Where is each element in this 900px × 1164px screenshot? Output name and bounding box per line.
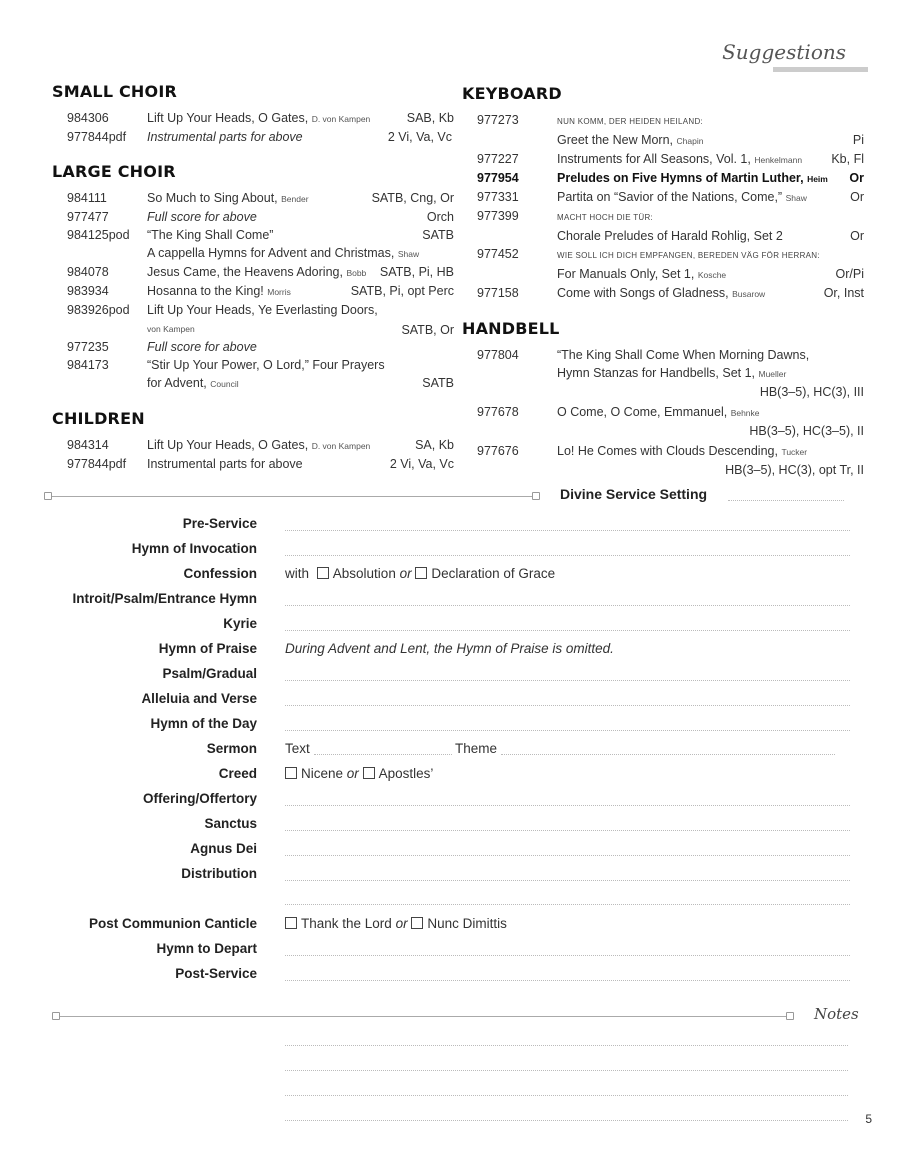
service-row	[30, 714, 860, 739]
item-voicing: SA, Kb	[415, 438, 454, 452]
row-label: Hymn of Invocation	[131, 541, 257, 556]
item-author: Tucker	[781, 447, 808, 457]
row-label: Confession	[183, 566, 257, 581]
item-title: Jesus Came, the Heavens Adoring,	[147, 265, 343, 279]
rule-endcap	[52, 1012, 60, 1020]
service-row	[30, 964, 860, 989]
row-label: Sanctus	[204, 816, 257, 831]
list-item	[52, 436, 454, 455]
item-number: 977452	[477, 247, 519, 261]
item-author: Heim	[807, 174, 828, 184]
item-number: 977676	[477, 444, 519, 458]
item-number: 977804	[477, 348, 519, 362]
service-row	[30, 939, 860, 964]
list-item	[462, 188, 864, 207]
list-item	[52, 356, 454, 393]
item-voicing: 2 Vi, Va, Vc	[389, 457, 454, 471]
left-column	[52, 82, 454, 473]
large-choir-heading: LARGE CHOIR	[52, 162, 176, 181]
hymn-praise-note: During Advent and Lent, the Hymn of Praise is omitted.	[285, 641, 614, 656]
row-label: Introit/Psalm/Entrance Hymn	[72, 591, 257, 606]
service-row	[30, 789, 860, 814]
item-title: Hosanna to the King!	[147, 284, 264, 298]
service-row	[30, 664, 860, 689]
item-author: Shaw	[785, 193, 807, 203]
item-title: Lo! He Comes with Clouds Descending,	[557, 444, 778, 458]
sermon-fields	[285, 739, 850, 759]
service-row	[30, 839, 860, 864]
item-author: Shaw	[397, 249, 420, 259]
item-title: For Manuals Only, Set 1,	[557, 267, 695, 281]
item-title: “The King Shall Come”	[147, 228, 274, 242]
thank-lord-label: Thank the Lord	[301, 916, 392, 931]
item-tune: MACHT HOCH DIE TÜR:	[557, 213, 654, 222]
item-subtitle: for Advent,	[147, 376, 207, 390]
service-row	[30, 614, 860, 639]
item-author: Council	[210, 379, 239, 389]
item-title: Instrumental parts for above	[147, 457, 303, 471]
item-number: 977399	[477, 209, 519, 223]
row-label: Alleluia and Verse	[141, 691, 257, 706]
list-item	[52, 338, 454, 356]
row-label: Hymn to Depart	[156, 941, 257, 956]
agnus-dei-field[interactable]	[285, 839, 850, 856]
list-item	[52, 189, 454, 208]
notes-heading: Notes	[814, 1005, 859, 1023]
list-item	[462, 150, 864, 169]
nunc-dimittis-checkbox[interactable]	[411, 917, 423, 929]
item-number: 984125pod	[67, 228, 130, 242]
item-voicing: HB(3–5), HC(3–5), II	[749, 424, 864, 438]
page-title: Suggestions	[722, 40, 846, 64]
item-title: O Come, O Come, Emmanuel,	[557, 405, 728, 419]
sermon-text-label: Text	[285, 741, 310, 756]
item-voicing: SATB, Pi, opt Perc	[350, 284, 454, 298]
item-voicing: Or	[850, 229, 864, 243]
service-row	[30, 739, 860, 764]
list-item	[462, 403, 864, 440]
item-title: Partita on “Savior of the Nations, Come,”	[557, 190, 783, 204]
list-item	[52, 226, 454, 263]
item-number: 984078	[67, 265, 109, 279]
item-voicing: SAB, Kb	[406, 111, 454, 125]
service-row	[30, 689, 860, 714]
item-voicing: Or	[850, 190, 864, 204]
apostles-checkbox[interactable]	[363, 767, 375, 779]
list-item	[52, 109, 454, 128]
declaration-checkbox[interactable]	[415, 567, 427, 579]
item-title: Instrumental parts for above	[147, 130, 303, 144]
rule-endcap	[44, 492, 52, 500]
item-voicing: HB(3–5), HC(3), opt Tr, II	[725, 463, 864, 477]
nicene-label: Nicene	[301, 766, 344, 781]
item-number: 983926pod	[67, 303, 130, 317]
psalm-gradual-field[interactable]	[285, 664, 850, 681]
item-voicing: HB(3–5), HC(3), III	[759, 385, 864, 399]
item-author: Mueller	[758, 369, 787, 379]
row-label: Post Communion Canticle	[88, 916, 257, 931]
section-divider	[52, 496, 532, 497]
item-title: So Much to Sing About,	[147, 191, 278, 205]
item-title: Lift Up Your Heads, Ye Everlasting Doors,	[147, 303, 378, 317]
item-title: “The King Shall Come When Morning Dawns,	[557, 348, 810, 362]
item-voicing: SATB, Cng, Or	[371, 191, 454, 205]
item-title: Chorale Preludes of Harald Rohlig, Set 2	[557, 229, 783, 243]
list-item	[52, 208, 454, 226]
service-form	[30, 514, 860, 989]
title-underline	[773, 67, 868, 72]
post-communion-options	[285, 914, 850, 934]
row-label: Pre-Service	[182, 516, 257, 531]
item-number: 977235	[67, 340, 109, 354]
item-voicing: 2 Vi, Va, Vc	[387, 130, 452, 144]
list-item	[462, 245, 864, 284]
row-label: Hymn of Praise	[158, 641, 257, 656]
service-row	[30, 514, 860, 539]
apostles-label: Apostles’	[378, 766, 434, 781]
list-item	[462, 207, 864, 245]
item-title: Instruments for All Seasons, Vol. 1,	[557, 152, 751, 166]
keyboard-heading: KEYBOARD	[462, 84, 562, 103]
service-row	[30, 589, 860, 614]
item-subtitle: Hymn Stanzas for Handbells, Set 1,	[557, 366, 756, 380]
item-title: Greet the New Morn,	[557, 133, 674, 147]
distribution-field-2[interactable]	[285, 888, 850, 905]
item-number: 983934	[67, 284, 109, 298]
item-number: 977844pdf	[67, 457, 127, 471]
post-service-field[interactable]	[285, 964, 850, 981]
or-text: or	[346, 766, 359, 781]
rule-endcap	[786, 1012, 794, 1020]
item-number: 984173	[67, 358, 109, 372]
list-item	[52, 455, 454, 473]
item-author: Morris	[267, 287, 291, 297]
row-label: Creed	[218, 766, 257, 781]
service-row	[30, 539, 860, 564]
item-voicing: Or/Pi	[835, 267, 864, 281]
sanctus-field[interactable]	[285, 814, 850, 831]
row-label: Post-Service	[175, 966, 257, 981]
item-number: 977477	[67, 210, 109, 224]
item-voicing: Kb, Fl	[831, 152, 864, 166]
page-number: 5	[865, 1112, 872, 1126]
item-tune: WIE SOLL ICH DICH EMPFANGEN, BEREDEN VÄG FÖR HERRAN:	[557, 251, 820, 260]
thank-lord-checkbox[interactable]	[285, 917, 297, 929]
item-voicing: SATB	[422, 376, 454, 390]
sermon-text-field[interactable]	[314, 742, 452, 755]
service-row	[30, 764, 860, 789]
or-text: or	[399, 566, 412, 581]
list-item	[462, 442, 864, 479]
hymn-depart-field[interactable]	[285, 939, 850, 956]
item-title: Full score for above	[147, 210, 257, 224]
item-author: D. von Kampen	[311, 441, 371, 451]
right-column	[462, 84, 864, 479]
list-item	[462, 284, 864, 303]
item-title: “Stir Up Your Power, O Lord,” Four Prayers	[147, 358, 385, 372]
item-voicing: SATB, Pi, HB	[379, 265, 454, 279]
item-number: 984314	[67, 438, 109, 452]
declaration-label: Declaration of Grace	[431, 566, 556, 581]
item-author: Bender	[281, 194, 309, 204]
or-text: or	[395, 916, 408, 931]
item-number: 984111	[67, 191, 107, 205]
absolution-checkbox[interactable]	[317, 567, 329, 579]
service-row	[30, 564, 860, 589]
item-author: Behnke	[730, 408, 760, 418]
item-voicing: Pi	[852, 133, 864, 147]
service-heading: Divine Service Setting	[560, 486, 708, 502]
service-row	[30, 639, 860, 664]
absolution-label: Absolution	[332, 566, 396, 581]
item-title: Lift Up Your Heads, O Gates,	[147, 438, 309, 452]
item-title: Full score for above	[147, 340, 257, 354]
item-number: 977844pdf	[67, 130, 127, 144]
nunc-dimittis-label: Nunc Dimittis	[427, 916, 507, 931]
heading-dotted-rule	[728, 500, 844, 501]
introit-field[interactable]	[285, 589, 850, 606]
list-item	[52, 263, 454, 282]
item-number: 977678	[477, 405, 519, 419]
confession-options	[285, 564, 850, 584]
with-text: with	[285, 566, 310, 581]
item-author: Chapin	[676, 136, 704, 146]
notes-line[interactable]	[285, 1120, 848, 1121]
item-number: 977158	[477, 286, 519, 300]
item-author: Kosche	[697, 270, 727, 280]
item-number: 977954	[477, 171, 519, 185]
distribution-field[interactable]	[285, 864, 850, 881]
list-item	[52, 128, 454, 146]
hymn-day-field[interactable]	[285, 714, 850, 731]
item-author: D. von Kampen	[311, 114, 371, 124]
sermon-theme-label: Theme	[455, 741, 498, 756]
alleluia-field[interactable]	[285, 689, 850, 706]
creed-options	[285, 764, 850, 784]
item-title: Lift Up Your Heads, O Gates,	[147, 111, 309, 125]
notes-line[interactable]	[285, 1045, 848, 1046]
row-label: Offering/Offertory	[142, 791, 257, 806]
kyrie-field[interactable]	[285, 614, 850, 631]
item-subtitle: A cappella Hymns for Advent and Christmas,	[147, 246, 395, 260]
service-row	[30, 914, 860, 939]
list-item	[52, 301, 454, 338]
row-label: Hymn of the Day	[150, 716, 257, 731]
notes-line[interactable]	[285, 1070, 848, 1071]
item-voicing: Or	[849, 171, 864, 185]
item-number: 984306	[67, 111, 109, 125]
service-row	[30, 864, 860, 914]
row-label: Agnus Dei	[190, 841, 257, 856]
row-label: Kyrie	[223, 616, 257, 631]
notes-divider	[60, 1016, 786, 1017]
list-item	[52, 282, 454, 301]
children-heading: CHILDREN	[52, 409, 145, 428]
item-number: 977227	[477, 152, 519, 166]
item-title: Preludes on Five Hymns of Martin Luther,	[557, 171, 804, 185]
handbell-heading: HANDBELL	[462, 319, 560, 338]
row-label: Sermon	[206, 741, 257, 756]
rule-endcap	[532, 492, 540, 500]
list-item	[462, 346, 864, 401]
offering-field[interactable]	[285, 789, 850, 806]
service-row	[30, 814, 860, 839]
item-voicing: SATB, Or	[401, 323, 454, 337]
item-author: Bobb	[346, 268, 367, 278]
item-voicing: SATB	[422, 228, 454, 242]
pre-service-field[interactable]	[285, 514, 850, 531]
item-voicing: Or, Inst	[823, 286, 864, 300]
item-title: Come with Songs of Gladness,	[557, 286, 729, 300]
item-tune: NUN KOMM, DER HEIDEN HEILAND:	[557, 117, 704, 126]
hymn-invocation-field[interactable]	[285, 539, 850, 556]
item-author: Henkelmann	[754, 155, 803, 165]
sermon-theme-field[interactable]	[501, 742, 835, 755]
small-choir-heading: SMALL CHOIR	[52, 82, 177, 101]
nicene-checkbox[interactable]	[285, 767, 297, 779]
row-label: Psalm/Gradual	[162, 666, 257, 681]
item-number: 977331	[477, 190, 519, 204]
item-author: von Kampen	[147, 324, 195, 334]
list-item	[462, 169, 864, 188]
item-voicing: Orch	[426, 210, 454, 224]
list-item	[462, 111, 864, 150]
item-number: 977273	[477, 113, 519, 127]
notes-line[interactable]	[285, 1095, 848, 1096]
item-author: Busarow	[732, 289, 766, 299]
row-label: Distribution	[181, 866, 257, 881]
